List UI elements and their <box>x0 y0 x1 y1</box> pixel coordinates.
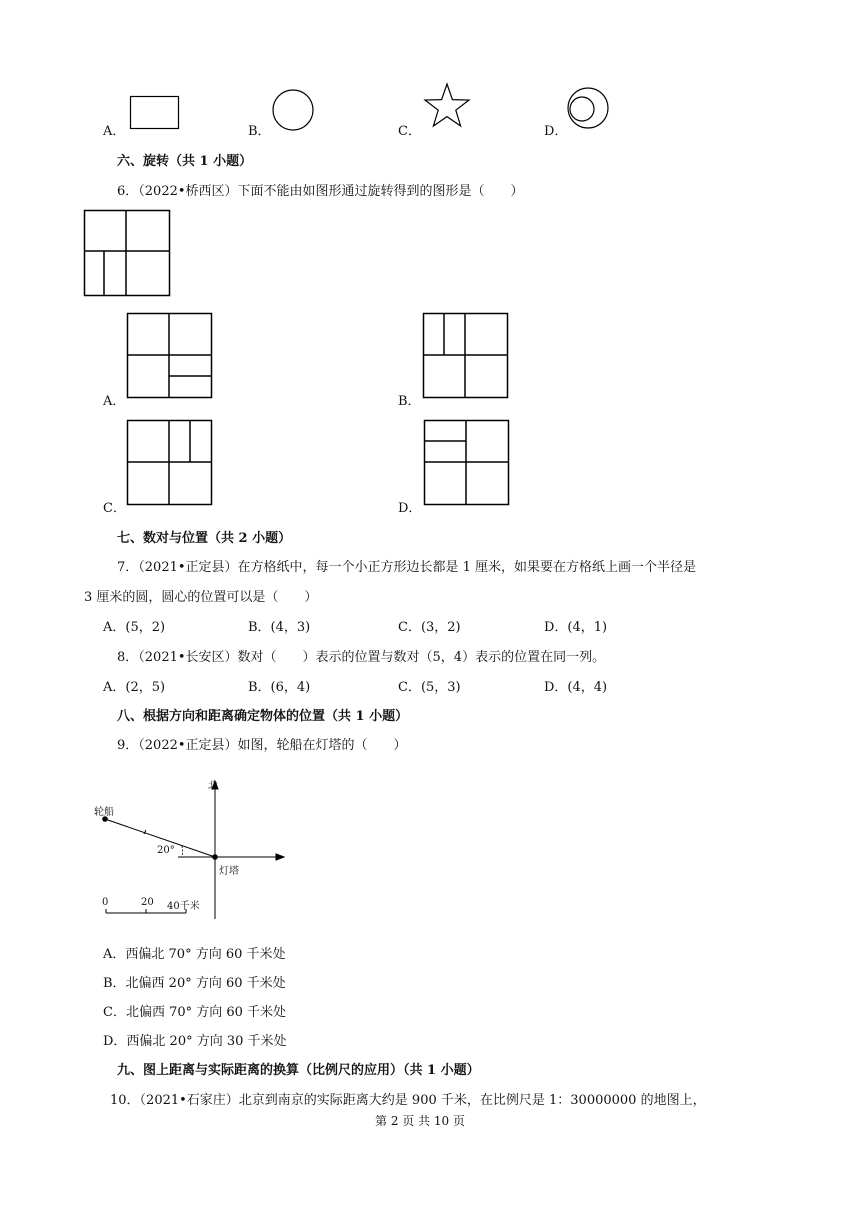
page-footer: 第 2 页 共 10 页 <box>375 1114 465 1128</box>
q9-stem: 9．（2022•正定县）如图，轮船在灯塔的（ ） <box>117 738 407 753</box>
q6-option-a-label: A． <box>103 394 126 409</box>
q9-option-c: C．北偏西 70° 方向 60 千米处 <box>103 1005 287 1020</box>
q7-stem-line1: 7．（2021•正定县）在方格纸中，每一个小正方形边长都是 1 厘米，如果要在方格纸上画一个半径是 <box>117 560 697 575</box>
q7-option-c: C．(3，2) <box>398 620 461 635</box>
q5-option-a-label: A． <box>103 124 126 139</box>
q10-stem: 10．（2021•石家庄）北京到南京的实际距离大约是 900 千米，在比例尺是 1：30000000 的地图上， <box>110 1093 706 1108</box>
q9-ship-label: 轮船 <box>94 807 114 818</box>
q6-stem: 6．（2022•桥西区）下面不能由如图形通过旋转得到的图形是（ ） <box>117 184 524 199</box>
q6-option-a-figure <box>127 313 215 401</box>
section-7-title: 七、数对与位置（共 2 小题） <box>117 531 292 546</box>
q9-north-label: 北 <box>208 781 218 792</box>
q7-option-b: B．(4，3) <box>248 620 311 635</box>
q9-scale-0: 0 <box>102 897 109 908</box>
q6-original-figure <box>84 210 172 298</box>
q8-option-a: A．(2，5) <box>103 680 166 695</box>
q9-option-a: A．西偏北 70° 方向 60 千米处 <box>103 947 286 962</box>
q9-option-d: D．西偏北 20° 方向 30 千米处 <box>103 1034 287 1049</box>
q8-option-d: D．(4，4) <box>544 680 608 695</box>
q9-angle-label: 20° <box>157 845 175 856</box>
q9-scale-20: 20 <box>141 897 154 908</box>
q6-option-c-figure <box>127 420 215 508</box>
q7-option-d: D．(4，1) <box>544 620 608 635</box>
q8-option-b: B．(6，4) <box>248 680 311 695</box>
q6-option-d-label: D． <box>398 501 422 516</box>
q7-option-a: A．(5，2) <box>103 620 166 635</box>
star-shape <box>423 83 471 131</box>
q9-option-b: B．北偏西 20° 方向 60 千米处 <box>103 976 286 991</box>
rectangle-shape <box>130 96 180 130</box>
circle-shape <box>272 89 316 133</box>
section-8-title: 八、根据方向和距离确定物体的位置（共 1 小题） <box>117 709 409 724</box>
q6-option-b-label: B． <box>398 394 421 409</box>
q9-lighthouse-label: 灯塔 <box>219 866 239 877</box>
q8-option-c: C．(5，3) <box>398 680 461 695</box>
q8-stem: 8．（2021•长安区）数对（ ）表示的位置与数对（5，4）表示的位置在同一列。 <box>117 650 606 665</box>
q5-option-d-label: D． <box>544 124 568 139</box>
q9-scale-40: 40千米 <box>167 901 200 912</box>
q5-option-b-label: B． <box>248 124 271 139</box>
q5-option-c-label: C． <box>398 124 421 139</box>
nested-circles-shape <box>566 87 612 131</box>
q6-option-c-label: C． <box>103 501 126 516</box>
q6-option-d-figure <box>424 420 512 508</box>
q6-option-b-figure <box>423 313 511 401</box>
section-9-title: 九、图上距离与实际距离的换算（比例尺的应用）（共 1 小题） <box>117 1063 480 1078</box>
q7-stem-line2: 3 厘米的圆，圆心的位置可以是（ ） <box>84 590 318 605</box>
section-6-title: 六、旋转（共 1 小题） <box>117 154 253 169</box>
